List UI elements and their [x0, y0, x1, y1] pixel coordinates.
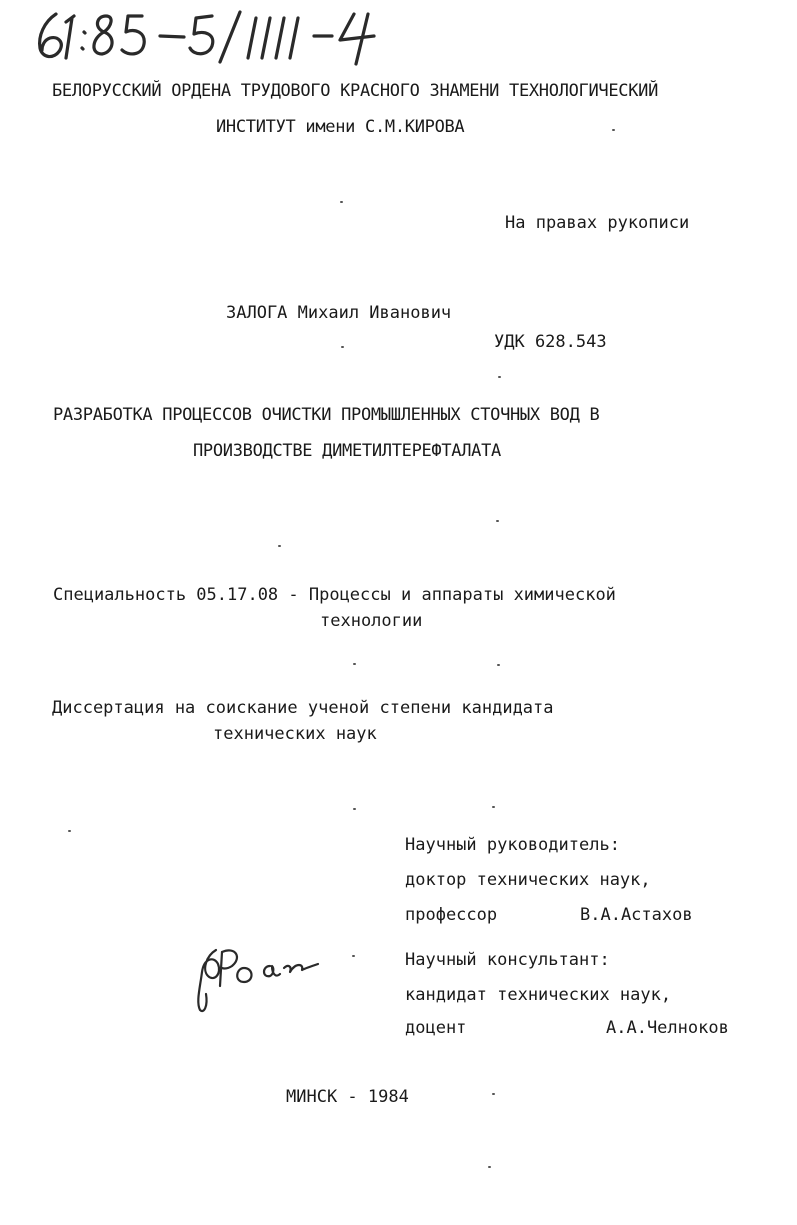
title-line-2: ПРОИЗВОДСТВЕ ДИМЕТИЛТЕРЕФТАЛАТА — [193, 441, 501, 461]
archive-number-handwriting — [34, 6, 394, 68]
consultant-degree: кандидат технических наук, — [405, 985, 672, 1005]
scan-speck — [353, 663, 356, 665]
supervisor-degree: доктор технических наук, — [405, 870, 651, 890]
scan-speck — [352, 955, 355, 957]
consultant-heading: Научный консультант: — [405, 950, 610, 970]
scan-speck — [497, 664, 500, 666]
dissertation-line-1: Диссертация на соискание ученой степени кандидата — [52, 698, 554, 718]
manuscript-rights-label: На правах рукописи — [505, 213, 690, 233]
signature-handwriting — [192, 938, 332, 1018]
scan-speck — [353, 808, 356, 810]
institution-line-1: БЕЛОРУССКИЙ ОРДЕНА ТРУДОВОГО КРАСНОГО ЗНАМЕНИ ТЕХНОЛОГИЧЕСКИЙ — [52, 81, 659, 101]
supervisor-heading: Научный руководитель: — [405, 835, 620, 855]
city-year-footer: МИНСК - 1984 — [286, 1087, 409, 1107]
scan-speck — [492, 806, 495, 808]
title-line-1: РАЗРАБОТКА ПРОЦЕССОВ ОЧИСТКИ ПРОМЫШЛЕННЫХ СТОЧНЫХ ВОД В — [53, 405, 600, 425]
udk-code: УДК 628.543 — [494, 332, 607, 352]
supervisor-rank: профессор — [405, 905, 498, 925]
scan-speck — [341, 346, 344, 348]
scan-speck — [68, 830, 71, 832]
scan-speck — [488, 1166, 491, 1168]
supervisor-name: В.А.Астахов — [580, 905, 693, 925]
specialty-line-1: Специальность 05.17.08 - Процессы и аппараты химической — [53, 585, 616, 605]
scan-speck — [492, 1093, 495, 1095]
scan-speck — [498, 376, 501, 378]
scan-speck — [496, 520, 499, 522]
scan-speck — [340, 201, 343, 203]
consultant-name: А.А.Челноков — [606, 1018, 729, 1038]
consultant-rank: доцент — [405, 1018, 467, 1038]
specialty-line-2: технологии — [320, 611, 423, 631]
scan-speck — [278, 545, 281, 547]
author-name: ЗАЛОГА Михаил Иванович — [226, 303, 452, 323]
institution-line-2: ИНСТИТУТ имени С.М.КИРОВА — [216, 117, 465, 137]
dissertation-line-2: технических наук — [213, 724, 377, 744]
scan-speck — [612, 129, 615, 131]
